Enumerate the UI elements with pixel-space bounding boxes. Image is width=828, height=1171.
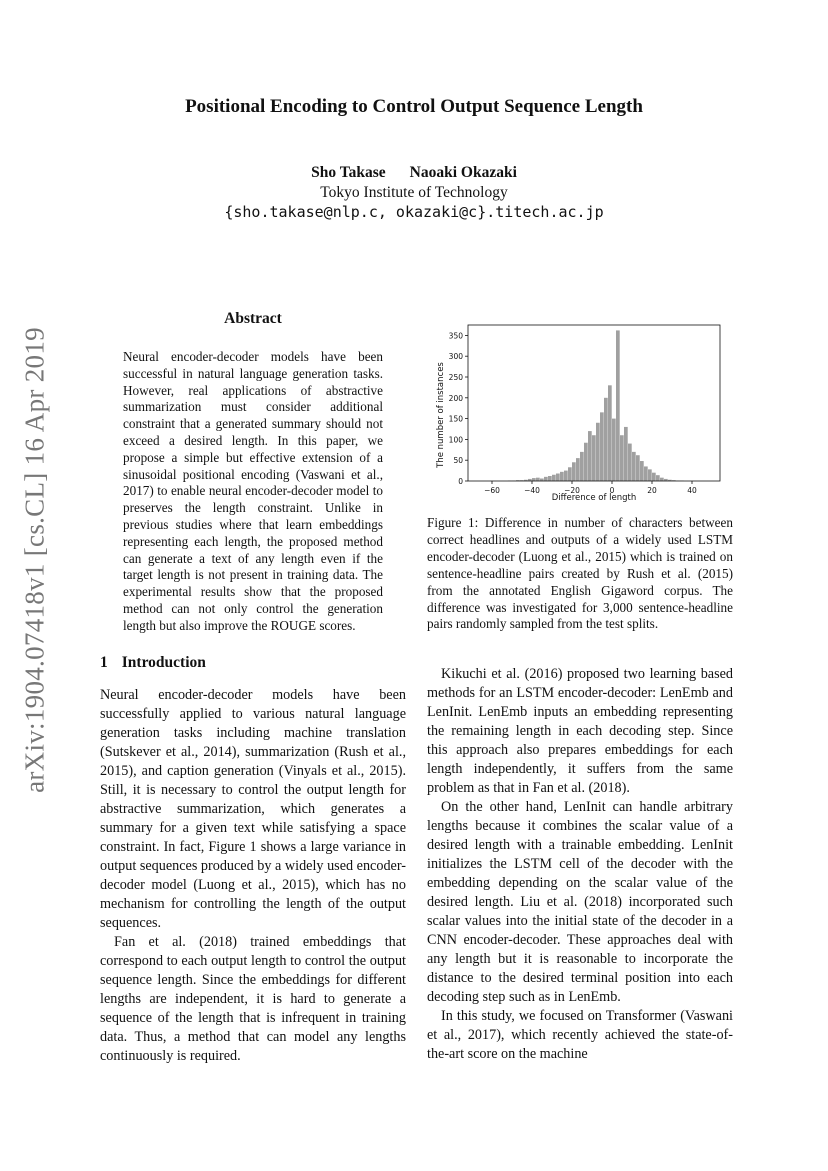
histogram-bar	[628, 444, 632, 481]
paper-title: Positional Encoding to Control Output Sequence Length	[185, 96, 643, 117]
histogram-bar	[548, 476, 552, 481]
y-tick-label: 0	[458, 477, 463, 486]
histogram-bar	[640, 461, 644, 481]
author-email: {sho.takase@nlp.c, okazaki@c}.titech.ac.jp	[224, 203, 604, 221]
histogram-bar	[576, 458, 580, 481]
institution: Tokyo Institute of Technology	[320, 184, 508, 201]
histogram-bars	[508, 330, 684, 481]
histogram-bar	[620, 435, 624, 481]
histogram-bar	[536, 478, 540, 481]
histogram-bar	[656, 475, 660, 481]
histogram-bar	[636, 455, 640, 481]
y-tick-label: 300	[448, 352, 463, 362]
paragraph-4: On the other hand, LenInit can handle arbitrary lengths because it combines the scalar value of a desired length with a trainable embedding. LenInit initializes the LSTM cell of the decoder with the embedding depending on the scalar value of the desired length. Liu et al. (2018) incorporated such scalar values into the initial state of the decoder in a CNN encoder-decoder. These approaches deal with any length but it is reasonable to incorporate the distance to the desired terminal position into each decoding step such as in LenEmb.	[427, 799, 733, 1005]
y-tick-label: 350	[448, 331, 463, 341]
histogram-bar	[604, 398, 608, 481]
histogram-bar	[564, 471, 568, 481]
paragraph-5: In this study, we focused on Transformer (Vaswani et al., 2017), which recently achieved the state-of-the-art score on the machine	[427, 1008, 733, 1062]
x-tick-label: 20	[647, 486, 657, 495]
paragraph-2: Fan et al. (2018) trained embeddings that correspond to each output length to control the output sequence length. Since the embeddings for different lengths are independent, it is hard to generate a sequence of the length that is infrequent in training data. Thus, a method that can model any lengths continuously is required.	[100, 934, 406, 1064]
histogram-bar	[652, 473, 656, 481]
y-axis-label: The number of instances	[436, 362, 446, 468]
y-tick-label: 100	[448, 435, 463, 445]
abstract-text: Neural encoder-decoder models have been successful in natural language generation tasks. However, real applications of abstractive summarization must consider additional constraint that a generated summary should not exceed a desired length. In this paper, we propose a simple but effective extension of a sinusoidal positional encoding (Vaswani et al., 2017) to enable neural encoder-decoder model to preserves the length constraint. Unlike in previous studies where that learn embeddings representing each length, the proposed method can generate a text of any length even if the target length is not present in training data. The experimental results show that the proposed method can not only control the generation length but also improve the ROUGE scores.	[123, 349, 383, 633]
section-title: Introduction	[121, 654, 206, 671]
left-column	[100, 686, 406, 1066]
author-name-2: Naoaki Okazaki	[409, 164, 517, 181]
histogram-bar	[560, 472, 564, 481]
y-tick-label: 200	[448, 393, 463, 403]
histogram-bar	[532, 478, 536, 481]
histogram-bar	[632, 452, 636, 481]
histogram-bar	[544, 477, 548, 481]
section-number: 1	[100, 654, 108, 671]
x-axis-label: Difference of length	[551, 493, 637, 503]
x-tick-label: −20	[564, 486, 580, 495]
author-block	[0, 164, 828, 221]
histogram-bar	[648, 469, 652, 481]
histogram-bar	[612, 419, 616, 481]
histogram-bar	[572, 462, 576, 481]
x-tick-label: −40	[524, 486, 540, 495]
figure-1-caption: Figure 1: Difference in number of characters between correct headlines and outputs of a widely used LSTM encoder-decoder (Luong et al., 2015) which is trained on sentence-headline pairs created by Rush et al. (2015) from the annotated English Gigaword corpus. The difference was investigated for 3,000 sentence-headline pairs randomly sampled from the test splits.	[427, 515, 733, 632]
author-name-1: Sho Takase	[311, 164, 386, 181]
right-column	[427, 665, 733, 1064]
histogram-bar	[588, 431, 592, 481]
figure-1-histogram	[430, 318, 730, 508]
paragraph-3: Kikuchi et al. (2016) proposed two learning based methods for an LSTM encoder-decoder: LenEmb and LenInit. LenEmb inputs an embedding representing the remaining length in each decoding step. Since this approach also prepares embeddings for each length independently, it suffers from the same problem as that in Fan et al. (2018).	[427, 666, 733, 796]
x-tick-label: −60	[484, 486, 500, 495]
section-heading	[100, 654, 206, 672]
histogram-bar	[616, 330, 620, 481]
abstract-heading: Abstract	[224, 310, 282, 327]
histogram-bar	[596, 423, 600, 481]
paragraph-1: Neural encoder-decoder models have been successfully applied to various natural language generation tasks including machine translation (Sutskever et al., 2014), summarization (Rush et al., 2015), and caption generation (Vinyals et al., 2015). Still, it is necessary to control the output length for abstractive summarization, which generates a summary for a given text while satisfying a space constraint. In fact, Figure 1 shows a large variance in output sequences produced by a widely used encoder-decoder model (Luong et al., 2015), which has no mechanism for controlling the length of the output sequences.	[100, 687, 406, 931]
histogram-bar	[608, 385, 612, 481]
x-tick-label: 40	[687, 486, 697, 495]
histogram-bar	[624, 427, 628, 481]
x-tick-label: 0	[609, 486, 615, 495]
histogram-bar	[556, 474, 560, 481]
y-tick-label: 50	[453, 456, 463, 466]
histogram-bar	[552, 475, 556, 481]
histogram-bar	[568, 467, 572, 481]
histogram-bar	[660, 478, 664, 481]
histogram-bar	[592, 435, 596, 481]
histogram-bar	[584, 443, 588, 481]
y-tick-label: 150	[448, 414, 463, 424]
histogram-bar	[580, 452, 584, 481]
histogram-bar	[600, 412, 604, 481]
arxiv-id: arXiv:1904.07418v1 [cs.CL] 16 Apr 2019	[19, 327, 50, 793]
y-tick-label: 250	[448, 373, 463, 382]
histogram-bar	[644, 466, 648, 481]
